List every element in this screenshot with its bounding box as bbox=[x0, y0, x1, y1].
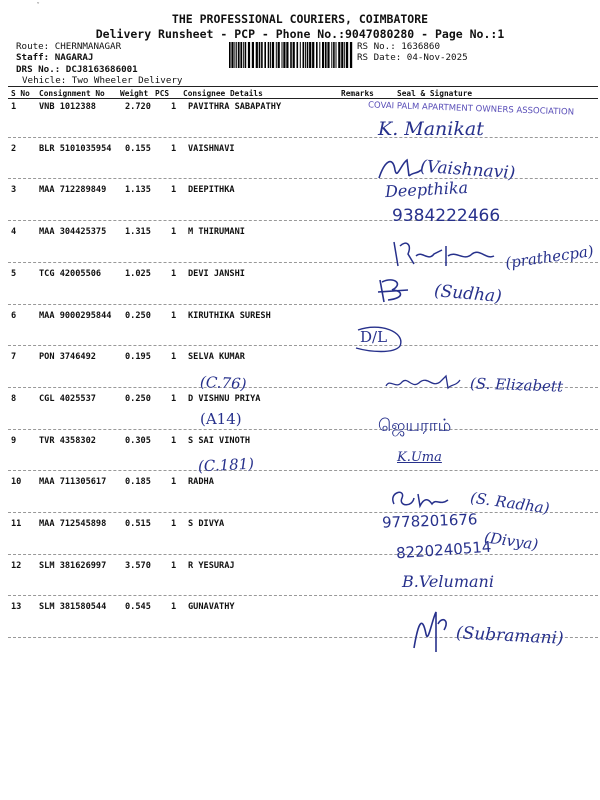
barcode-bar bbox=[338, 42, 340, 68]
row-pcs: 1 bbox=[171, 311, 177, 321]
row-consignee: DEEPITHKA bbox=[188, 185, 235, 195]
row-weight: 3.570 bbox=[125, 561, 151, 571]
phone-row-3: 9384222466 bbox=[392, 206, 501, 226]
row-pcs: 1 bbox=[171, 561, 177, 571]
signature-row-11: (Divya) bbox=[483, 528, 540, 554]
barcode-bar bbox=[286, 42, 288, 68]
company-title: THE PROFESSIONAL COURIERS, COIMBATORE bbox=[171, 12, 429, 26]
barcode-bar bbox=[261, 42, 263, 68]
header-rule-top bbox=[8, 86, 598, 87]
row-separator bbox=[8, 470, 598, 471]
barcode-bar bbox=[231, 42, 233, 68]
row-pcs: 1 bbox=[171, 185, 177, 195]
signature-scribble-row-10 bbox=[388, 484, 468, 512]
barcode-bar bbox=[290, 42, 292, 68]
row-separator bbox=[8, 304, 598, 305]
barcode-bar bbox=[245, 42, 247, 68]
barcode-bar bbox=[336, 42, 337, 68]
col-weight: Weight bbox=[120, 89, 149, 98]
row-consignment-no: MAA 9000295844 bbox=[39, 311, 112, 321]
barcode-bar bbox=[316, 42, 318, 68]
row-weight: 0.250 bbox=[125, 394, 151, 404]
barcode-bar bbox=[300, 42, 301, 68]
row-weight: 0.195 bbox=[125, 352, 151, 362]
row-consignee: RADHA bbox=[188, 477, 214, 487]
barcode-bar bbox=[236, 42, 237, 68]
barcode-bar bbox=[264, 42, 266, 68]
row-consignee: S DIVYA bbox=[188, 519, 225, 529]
signature-row-4: (prathecpa) bbox=[504, 241, 595, 273]
header-rule-bottom bbox=[8, 98, 598, 99]
barcode-bar bbox=[278, 42, 280, 68]
row-sno: 6 bbox=[11, 311, 17, 321]
row-separator bbox=[8, 595, 598, 596]
signature-scribble-row-13 bbox=[410, 604, 454, 656]
barcode-bar bbox=[305, 42, 306, 68]
row-sno: 3 bbox=[11, 185, 17, 195]
barcode-bar bbox=[346, 42, 348, 68]
row-sno: 4 bbox=[11, 227, 17, 237]
signature-row-5: (Sudha) bbox=[433, 281, 503, 307]
signature-row-6: D/L bbox=[360, 328, 388, 346]
row-sno: 5 bbox=[11, 269, 17, 279]
row-consignee: S SAI VINOTH bbox=[188, 436, 251, 446]
row-pcs: 1 bbox=[171, 269, 177, 279]
signature-row-3: Deepthika bbox=[384, 177, 469, 202]
barcode-bar bbox=[325, 42, 327, 68]
barcode-bar bbox=[238, 42, 240, 68]
row-weight: 0.155 bbox=[125, 144, 151, 154]
barcode-bar bbox=[322, 42, 324, 68]
row-sno: 8 bbox=[11, 394, 17, 404]
barcode-bar bbox=[283, 42, 285, 68]
barcode-bar bbox=[319, 42, 320, 68]
row-sno: 12 bbox=[11, 561, 22, 571]
barcode-bar bbox=[276, 42, 277, 68]
col-pcs: PCS bbox=[155, 89, 170, 98]
route-label: Route: CHERNMANAGAR bbox=[16, 41, 122, 52]
row-weight: 0.515 bbox=[125, 519, 151, 529]
row-consignment-no: MAA 711305617 bbox=[39, 477, 107, 487]
row-separator bbox=[8, 220, 598, 221]
row-consignee: M THIRUMANI bbox=[188, 227, 245, 237]
col-sno: S No bbox=[11, 89, 30, 98]
row-pcs: 1 bbox=[171, 602, 177, 612]
row-sno: 11 bbox=[11, 519, 22, 529]
note-row-7: (C.76) bbox=[199, 372, 247, 394]
barcode-bar bbox=[350, 42, 352, 68]
row-consignee: R YESURAJ bbox=[188, 561, 235, 571]
row-weight: 1.025 bbox=[125, 269, 151, 279]
row-separator bbox=[8, 554, 598, 555]
row-weight: 0.545 bbox=[125, 602, 151, 612]
row-consignment-no: SLM 381580544 bbox=[39, 602, 107, 612]
signature-scribble-row-5 bbox=[374, 276, 412, 306]
row-weight: 0.185 bbox=[125, 477, 151, 487]
barcode-bar bbox=[293, 42, 295, 68]
signature-row-1: K. Manikat bbox=[378, 118, 484, 140]
row-weight: 1.315 bbox=[125, 227, 151, 237]
row-consignee: D VISHNU PRIYA bbox=[188, 394, 261, 404]
barcode-bar bbox=[331, 42, 332, 68]
phone-row-11: 8220240514 bbox=[395, 537, 492, 563]
barcode-bar bbox=[307, 42, 309, 68]
row-sno: 7 bbox=[11, 352, 17, 362]
signature-row-12: B.Velumani bbox=[402, 572, 494, 591]
row-consignment-no: VNB 1012388 bbox=[39, 102, 96, 112]
row-consignee: DEVI JANSHI bbox=[188, 269, 245, 279]
barcode-bar bbox=[327, 42, 329, 68]
row-consignee: SELVA KUMAR bbox=[188, 352, 245, 362]
signature-row-7: (S. Elizabett bbox=[469, 374, 564, 396]
row-sno: 9 bbox=[11, 436, 17, 446]
barcode-bar bbox=[270, 42, 271, 68]
col-consignee: Consignee Details bbox=[183, 89, 263, 98]
row-consignment-no: SLM 381626997 bbox=[39, 561, 107, 571]
association-stamp: COVAI PALM APARTMENT OWNERS ASSOCIATION bbox=[367, 100, 575, 118]
barcode-bar bbox=[234, 42, 235, 68]
row-weight: 1.135 bbox=[125, 185, 151, 195]
row-consignment-no: TVR 4358302 bbox=[39, 436, 96, 446]
barcode-bar bbox=[248, 42, 250, 68]
staff-label: Staff: NAGARAJ bbox=[16, 52, 94, 63]
signature-scribble-row-7 bbox=[382, 372, 464, 394]
vehicle-label: Vehicle: Two Wheeler Delivery bbox=[22, 75, 183, 86]
note-row-9: (C.181) bbox=[197, 454, 255, 476]
row-weight: 0.250 bbox=[125, 311, 151, 321]
note-row-8: (A14) bbox=[200, 410, 242, 428]
row-consignment-no: BLR 5101035954 bbox=[39, 144, 112, 154]
row-consignee: VAISHNAVI bbox=[188, 144, 235, 154]
barcode-bar bbox=[268, 42, 270, 68]
col-seal-signature: Seal & Signature bbox=[397, 89, 473, 98]
barcode-bar bbox=[303, 42, 305, 68]
barcode-bar bbox=[309, 42, 311, 68]
row-consignment-no: MAA 712545898 bbox=[39, 519, 107, 529]
barcode-bar bbox=[243, 42, 244, 68]
row-separator bbox=[8, 345, 598, 346]
row-pcs: 1 bbox=[171, 227, 177, 237]
row-sno: 2 bbox=[11, 144, 17, 154]
barcode-bar bbox=[229, 42, 231, 68]
signature-row-10: (S. Radha) bbox=[469, 488, 551, 518]
corner-mark: ˇ bbox=[36, 2, 41, 10]
row-weight: 2.720 bbox=[125, 102, 151, 112]
runsheet-subtitle: Delivery Runsheet - PCP - Phone No.:9047080280 - Page No.:1 bbox=[95, 27, 505, 41]
barcode-bar bbox=[297, 42, 299, 68]
signature-row-9: K.Uma bbox=[397, 450, 442, 465]
phone-row-10: 9778201676 bbox=[381, 510, 478, 532]
barcode-bar bbox=[341, 42, 343, 68]
row-consignee: KIRUTHIKA SURESH bbox=[188, 311, 271, 321]
col-remarks: Remarks bbox=[341, 89, 374, 98]
barcode-bar bbox=[272, 42, 274, 68]
row-pcs: 1 bbox=[171, 144, 177, 154]
barcode-bar bbox=[282, 42, 283, 68]
drs-label: DRS No.: DCJ8163686001 bbox=[16, 64, 138, 75]
row-separator bbox=[8, 137, 598, 138]
row-pcs: 1 bbox=[171, 519, 177, 529]
row-weight: 0.305 bbox=[125, 436, 151, 446]
barcode-bar bbox=[252, 42, 254, 68]
row-consignee: PAVITHRA SABAPATHY bbox=[188, 102, 282, 112]
row-pcs: 1 bbox=[171, 477, 177, 487]
rs-no-label: RS No.: 1636860 bbox=[357, 41, 440, 52]
row-consignment-no: CGL 4025537 bbox=[39, 394, 96, 404]
row-consignment-no: PON 3746492 bbox=[39, 352, 96, 362]
row-consignment-no: MAA 304425375 bbox=[39, 227, 107, 237]
barcode-bar bbox=[259, 42, 261, 68]
signature-row-8: ஜெயராம் bbox=[378, 416, 452, 436]
row-pcs: 1 bbox=[171, 436, 177, 446]
barcode-bar bbox=[312, 42, 314, 68]
barcode-bar bbox=[333, 42, 335, 68]
barcode-bar bbox=[256, 42, 258, 68]
signature-row-2: (Vaishnavi) bbox=[419, 156, 516, 184]
rs-date-label: RS Date: 04-Nov-2025 bbox=[357, 52, 468, 63]
row-consignment-no: TCG 42005506 bbox=[39, 269, 102, 279]
row-consignee: GUNAVATHY bbox=[188, 602, 235, 612]
signature-row-13: (Subramani) bbox=[455, 623, 565, 649]
row-pcs: 1 bbox=[171, 394, 177, 404]
barcode-bar bbox=[240, 42, 242, 68]
row-sno: 1 bbox=[11, 102, 17, 112]
row-pcs: 1 bbox=[171, 352, 177, 362]
row-sno: 13 bbox=[11, 602, 22, 612]
barcode-bar bbox=[344, 42, 345, 68]
row-sno: 10 bbox=[11, 477, 22, 487]
col-consignment: Consignment No bbox=[39, 89, 105, 98]
row-consignment-no: MAA 712289849 bbox=[39, 185, 107, 195]
signature-scribble-row-4 bbox=[390, 236, 500, 270]
row-pcs: 1 bbox=[171, 102, 177, 112]
barcode bbox=[229, 42, 353, 68]
row-separator bbox=[8, 429, 598, 430]
